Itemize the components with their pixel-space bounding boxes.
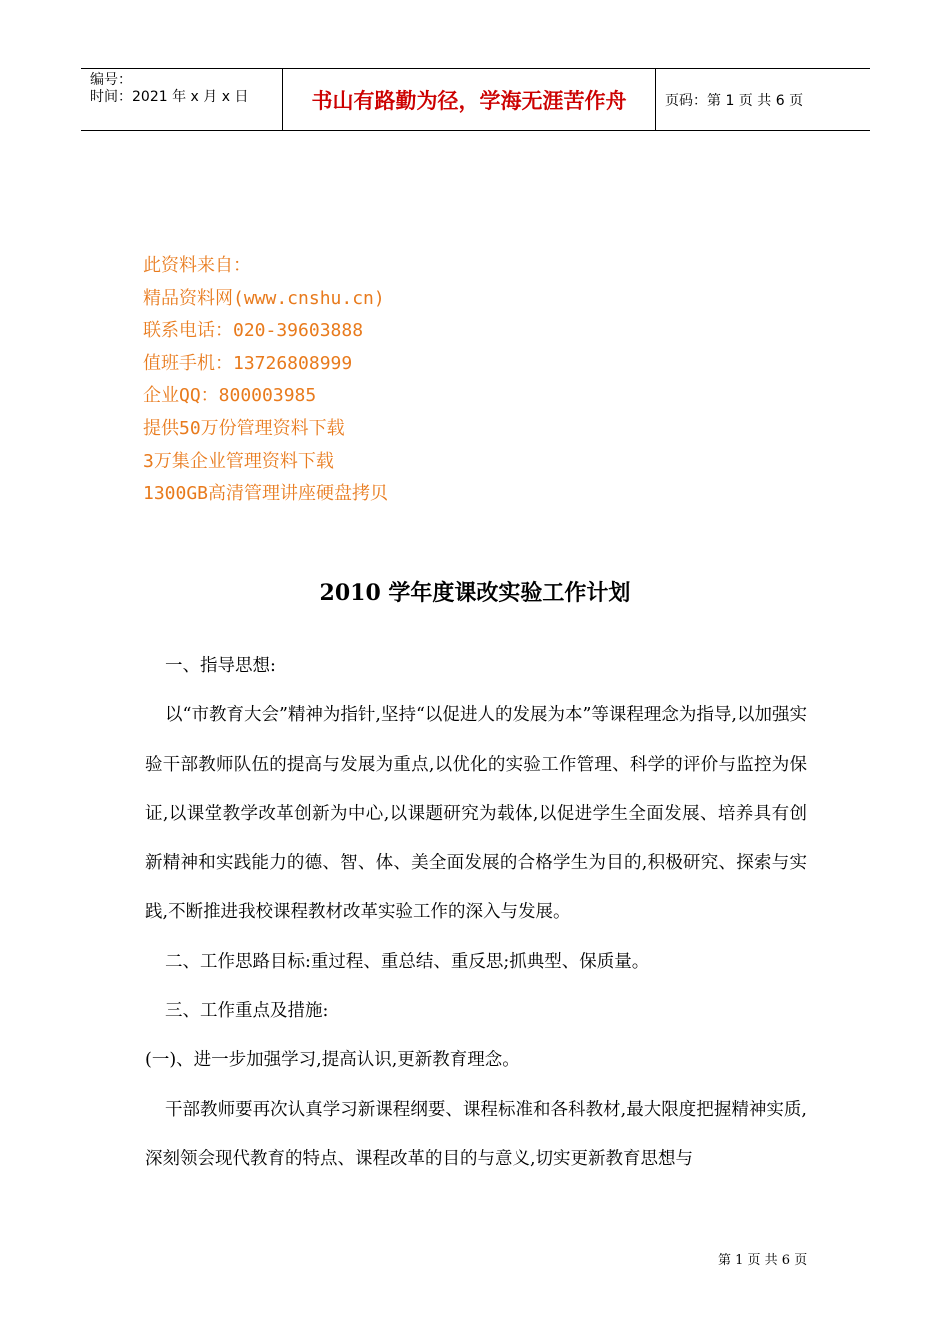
body-paragraph: 干部教师要再次认真学习新课程纲要、课程标准和各科教材,最大限度把握精神实质,深刻领会现代教育的特点、课程改革的目的与意义,切实更新教育思想与 <box>145 1099 807 1169</box>
source-line: 1300GB高清管理讲座硬盘拷贝 <box>143 483 389 505</box>
section-heading: 一、指导思想: <box>165 656 276 676</box>
source-line: 此资料来自： <box>143 255 251 276</box>
header-page-info: 页码：第 1 页 共 6 页 <box>665 92 804 109</box>
source-line: 企业QQ：800003985 <box>143 385 317 407</box>
body-paragraph: 以“市教育大会”精神为指针,坚持“以促进人的发展为本”等课程理念为指导,以加强实验干部教师队伍的提高与发展为重点,以优化的实验工作管理、科学的评价与监控为保证,以课堂教学改革创新为中心,以课题研究为载体,以促进学生全面发展、培养具有创新精神和实践能力的德、智、体、美全面发展的合格学生为目的,积极研究、探索与实践,不断推进我校课程教材改革实验工作的深入与发展。 <box>145 705 807 923</box>
source-info-block <box>143 250 388 511</box>
date-label: 时间：2021 年 x 月 x 日 <box>90 89 249 105</box>
section-heading: 三、工作重点及措施: <box>165 1001 329 1022</box>
document-body <box>145 642 807 1184</box>
source-line: 联系电话：020-39603888 <box>143 320 364 342</box>
subsection-heading: (一)、进一步加强学习,提高认识,更新教育理念。 <box>145 1050 520 1071</box>
source-line: 精品资料网(www.cnshu.cn) <box>143 287 385 309</box>
header-page-cell <box>656 69 870 130</box>
header-meta-cell <box>81 69 282 130</box>
header-table <box>81 68 870 131</box>
source-line: 3万集企业管理资料下载 <box>143 450 334 472</box>
source-line: 值班手机：13726808999 <box>143 352 353 374</box>
number-label: 编号： <box>90 72 132 88</box>
page-footer: 第 1 页 共 6 页 <box>718 1253 808 1268</box>
header-motto-cell <box>282 69 656 130</box>
motto-text: 书山有路勤为径，学海无涯苦作舟 <box>311 88 627 113</box>
section-heading: 二、工作思路目标:重过程、重总结、重反思;抓典型、保质量。 <box>165 951 650 972</box>
source-line: 提供50万份管理资料下载 <box>143 417 345 439</box>
document-title: 2010 学年度课改实验工作计划 <box>319 580 631 606</box>
